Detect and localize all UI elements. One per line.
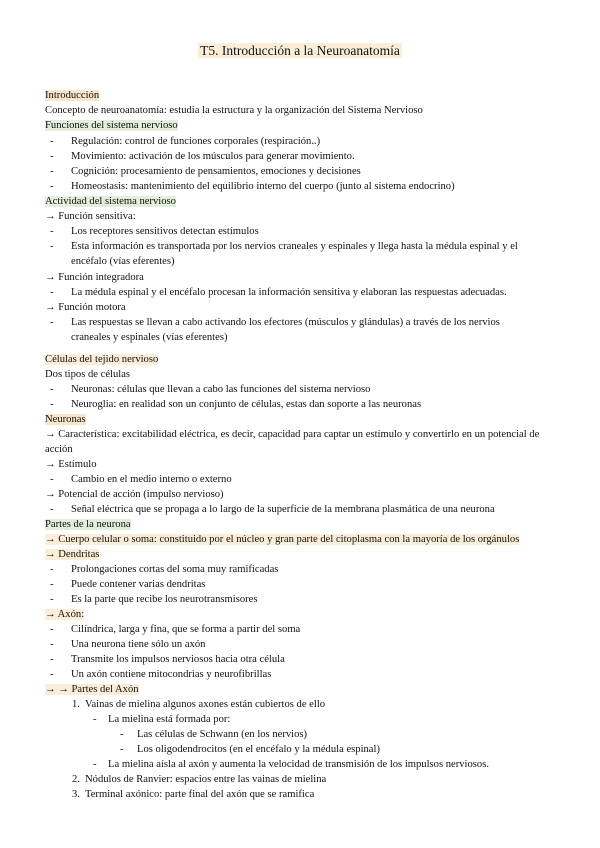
functions-heading: Funciones del sistema nervioso xyxy=(45,120,178,131)
list-item: Neuroglia: en realidad son un conjunto de células, estas dan soporte a las neuronas xyxy=(71,399,422,410)
bullet-dash: - xyxy=(50,136,54,147)
stimulus: → Estímulo xyxy=(45,459,97,470)
bullet-dash: - xyxy=(50,181,54,192)
list-item: Regulación: control de funciones corporales (respiración..) xyxy=(71,136,321,147)
axon-parts: → → Partes del Axón xyxy=(45,684,139,695)
list-item: Puede contener varias dendritas xyxy=(71,579,206,590)
motor-function: → Función motora xyxy=(45,302,126,313)
bullet-dash: - xyxy=(50,399,54,410)
list-item: Cilíndrica, larga y fina, que se forma a partir del soma xyxy=(71,624,301,635)
bullet-dash: - xyxy=(50,594,54,605)
list-item: Cognición: procesamiento de pensamientos, emociones y decisiones xyxy=(71,166,361,177)
bullet-dash: - xyxy=(50,654,54,665)
bullet-dash: - xyxy=(50,564,54,575)
list-item: Las respuestas se llevan a cabo activando los efectores (músculos y glándulas) a través de los nervios craneales y espinales (vías eferentes) xyxy=(71,317,500,343)
integrative-function: → Función integradora xyxy=(45,272,144,283)
list-item: Neuronas: células que llevan a cabo las funciones del sistema nervioso xyxy=(71,384,371,395)
activity-heading: Actividad del sistema nervioso xyxy=(45,196,176,207)
neurons-heading: Neuronas xyxy=(45,414,86,425)
bullet-dash: - xyxy=(50,669,54,680)
axon: → Axón: xyxy=(45,609,85,620)
bullet-dash: - xyxy=(50,474,54,485)
numbered-item: Vainas de mielina algunos axones están cubiertos de ello xyxy=(85,699,326,710)
neuron-parts-heading: Partes de la neurona xyxy=(45,519,131,530)
page-title: T5. Introducción a la Neuroanatomía xyxy=(200,43,400,58)
section-heading-cells: Células del tejido nervioso xyxy=(45,354,159,365)
list-item: Transmite los impulsos nerviosos hacia otra célula xyxy=(71,654,285,665)
bullet-dash: - xyxy=(50,226,54,237)
characteristic: → Característica: excitabilidad eléctrica, es decir, capacidad para captar un estímulo y convertirlo en un potencial de acción xyxy=(45,429,540,455)
dendrites: → Dendritas xyxy=(45,549,100,560)
list-item: Los receptores sensitivos detectan estímulos xyxy=(71,226,259,237)
bullet-dash: - xyxy=(93,759,97,770)
bullet-dash: - xyxy=(50,639,54,650)
list-item: Movimiento: activación de los músculos para generar movimiento. xyxy=(71,151,355,162)
section-heading-intro: Introducción xyxy=(45,90,100,101)
list-item: Señal eléctrica que se propaga a lo largo de la superficie de la membrana plasmática de una neurona xyxy=(71,504,495,515)
list-item: Esta información es transportada por los nervios craneales y espinales y llega hasta la médula espinal y el encéfalo (vías eferentes) xyxy=(71,241,518,267)
bullet-dash: - xyxy=(50,384,54,395)
bullet-dash: - xyxy=(50,166,54,177)
bullet-dash: - xyxy=(50,504,54,515)
bullet-dash: - xyxy=(50,287,54,298)
list-item: La mielina aísla al axón y aumenta la velocidad de transmisión de los impulsos nerviosos. xyxy=(108,759,489,770)
bullet-dash: - xyxy=(50,579,54,590)
list-item: Homeostasis: mantenimiento del equilibrio interno del cuerpo (junto al sistema endocrino) xyxy=(71,181,455,192)
list-item: La médula espinal y el encéfalo procesan la información sensitiva y elaboran las respuestas adecuadas. xyxy=(71,287,507,298)
bullet-dash: - xyxy=(120,729,124,740)
list-number: 2. xyxy=(72,774,80,785)
numbered-item: Nódulos de Ranvier: espacios entre las vainas de mielina xyxy=(85,774,327,785)
list-item: La mielina está formada por: xyxy=(108,714,231,725)
list-item: Cambio en el medio interno o externo xyxy=(71,474,232,485)
list-number: 3. xyxy=(72,789,80,800)
numbered-item: Terminal axónico: parte final del axón que se ramifica xyxy=(85,789,315,800)
action-potential: → Potencial de acción (impulso nervioso) xyxy=(45,489,224,500)
list-number: 1. xyxy=(72,699,80,710)
bullet-dash: - xyxy=(50,624,54,635)
list-item: Las células de Schwann (en los nervios) xyxy=(137,729,308,740)
bullet-dash: - xyxy=(120,744,124,755)
bullet-dash: - xyxy=(50,317,54,328)
cell-types: Dos tipos de células xyxy=(45,369,131,380)
concept-line: Concepto de neuroanatomía: estudia la estructura y la organización del Sistema Nervioso xyxy=(45,105,423,116)
bullet-dash: - xyxy=(50,241,54,252)
list-item: Un axón contiene mitocondrias y neurofibrillas xyxy=(71,669,272,680)
list-item: Los oligodendrocitos (en el encéfalo y la médula espinal) xyxy=(137,744,380,755)
list-item: Es la parte que recibe los neurotransmisores xyxy=(71,594,258,605)
list-item: Una neurona tiene sólo un axón xyxy=(71,639,206,650)
list-item: Prolongaciones cortas del soma muy ramificadas xyxy=(71,564,279,575)
bullet-dash: - xyxy=(93,714,97,725)
bullet-dash: - xyxy=(50,151,54,162)
cell-body: → Cuerpo celular o soma: constituido por el núcleo y gran parte del citoplasma con la mayoría de los orgánulos xyxy=(45,534,520,545)
sensitive-function: → Función sensitiva: xyxy=(45,211,136,222)
